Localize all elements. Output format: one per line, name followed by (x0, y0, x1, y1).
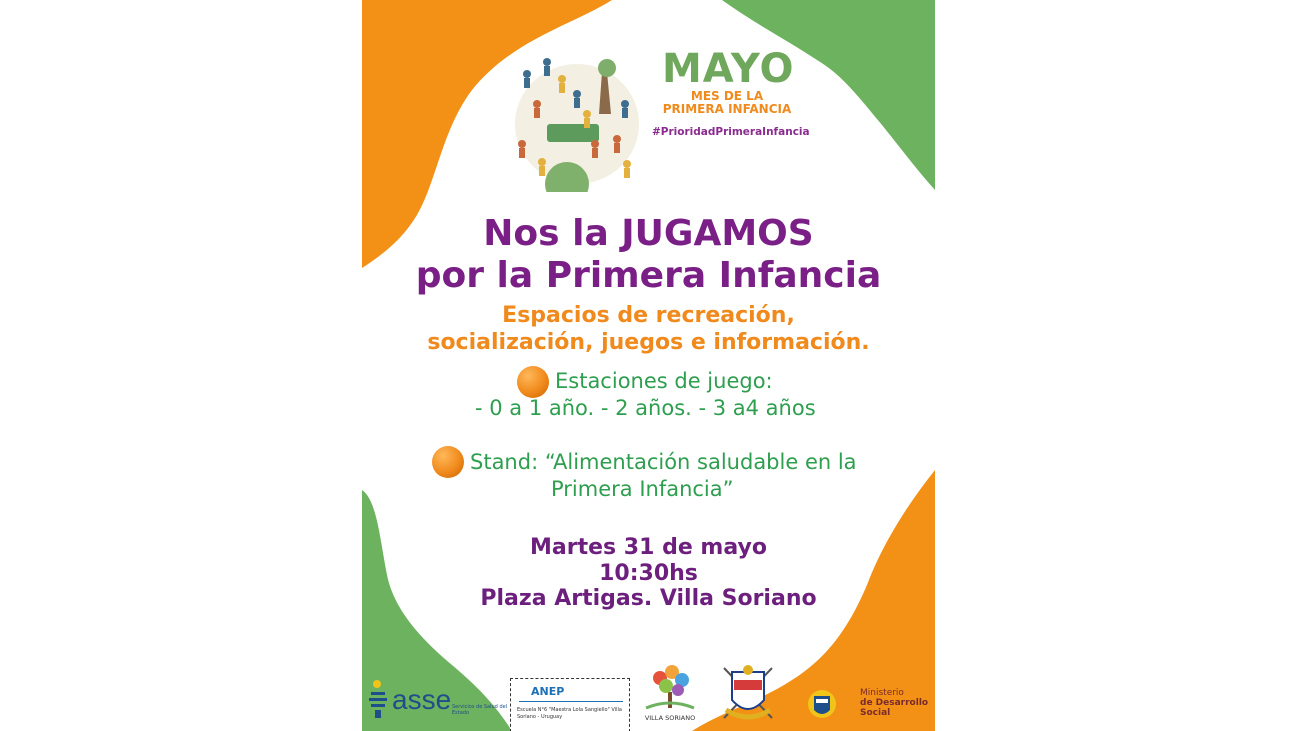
orange-bullet-icon (432, 446, 464, 478)
mides-logo (802, 684, 932, 724)
villa-soriano-logo (640, 660, 700, 725)
background-shapes (362, 0, 935, 731)
stations-heading: Estaciones de juego: (555, 369, 773, 393)
orange-bullet-icon (517, 366, 549, 398)
villa-soriano-label: VILLA SORIANO (644, 714, 696, 722)
event-date: Martes 31 de mayo (530, 535, 767, 560)
main-title-line2: por la Primera Infancia (415, 255, 882, 296)
stand-line1: Stand: “Alimentación saludable en la (470, 450, 857, 474)
subtitle-line1: Espacios de recreación, (502, 303, 795, 328)
anep-wordmark: ANEP (531, 685, 565, 698)
mayo-heading: MAYO (662, 46, 795, 92)
asse-subtitle: Servicios de Salud del Estado (452, 704, 508, 716)
mides-line3: Social (860, 708, 891, 718)
hashtag: #PrioridadPrimeraInfancia (652, 126, 810, 138)
asse-wordmark: asse (392, 684, 452, 715)
asse-logo (368, 680, 508, 720)
mides-line2: de Desarrollo (860, 698, 929, 708)
month-subtitle-line1: MES DE LA (690, 89, 764, 103)
stations-ages: - 0 a 1 año. - 2 años. - 3 a4 años (475, 396, 816, 420)
month-subtitle-line2: PRIMERA INFANCIA (662, 102, 792, 116)
mides-line1: Ministerio (860, 688, 904, 698)
anep-school-name: Escuela N°6 "Maestra Lola Sangiello" Villa Soriano - Uruguay (517, 707, 622, 720)
event-time: 10:30hs (599, 561, 698, 586)
month-subtitle (658, 90, 796, 116)
event-poster (362, 0, 935, 731)
anep-logo (510, 678, 630, 731)
event-place: Plaza Artigas. Villa Soriano (480, 586, 817, 611)
coat-of-arms-logo (714, 658, 782, 731)
stand-line2: Primera Infancia” (551, 477, 734, 501)
mides-wordmark (860, 688, 928, 718)
children-playing-illustration (507, 44, 647, 192)
subtitle-line2: socialización, juegos e información. (427, 330, 870, 355)
main-title-line1: Nos la JUGAMOS (483, 213, 814, 254)
